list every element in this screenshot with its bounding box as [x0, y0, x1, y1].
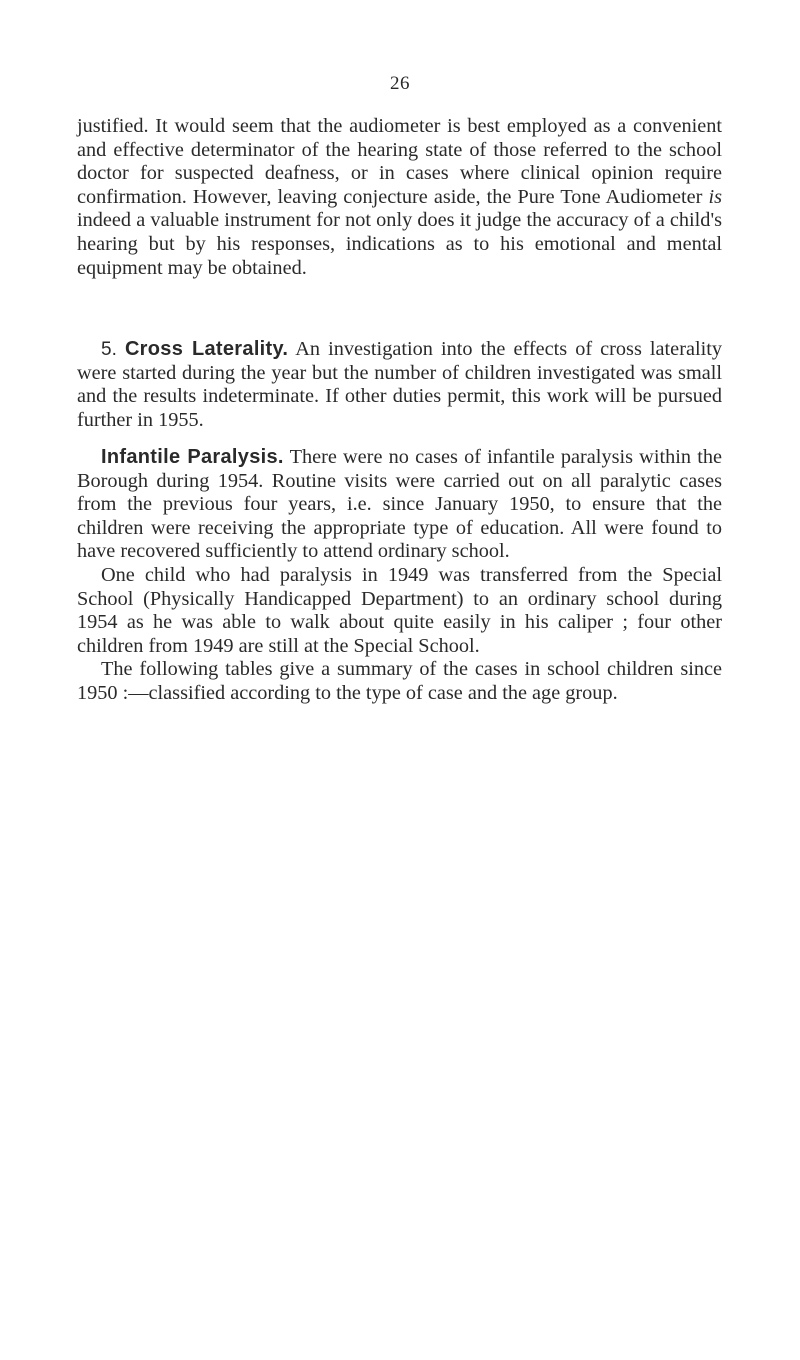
- body-paragraph: [77, 115, 722, 280]
- paragraph-text: indeed a valuable instrument for not only does it judge the accuracy of a child's hearing but by his responses, indications as to his emotional and mental equipment may be obtained.: [77, 209, 722, 279]
- audiometer-paragraph: [77, 115, 722, 280]
- infantile-paralysis-section: [77, 446, 722, 706]
- section-heading: Cross Laterality.: [124, 338, 289, 360]
- paragraph-text: There were no cases of infantile paralysis within the Borough during 1954. Routine visits were carried out on all paralytic cases from the previous four years, i.e. since January 1950, to ensure that the children were receiving the appropriate type of education. All were found to have recovered sufficiently to attend ordinary school.: [77, 446, 722, 563]
- emphasis-text: is: [708, 185, 722, 208]
- paragraph-text: An investigation into the effects of cross laterality were started during the year but the number of children investigated was small and the results indeterminate. If other duties permit, this work will be pursued further in 1955.: [77, 338, 722, 431]
- body-paragraph: The following tables give a summary of the cases in school children since 1950 :—classified according to the type of case and the age group.: [77, 658, 722, 704]
- body-paragraph: One child who had paralysis in 1949 was transferred from the Special School (Physically Handicapped Department) to an ordinary school during 1954 as he was able to walk about quite easily in his caliper ; four other children from 1949 are still at the Special School.: [77, 563, 722, 657]
- body-paragraph: [77, 338, 722, 432]
- cross-laterality-section: [77, 338, 722, 432]
- section-heading: Infantile Paralysis.: [101, 446, 284, 468]
- paragraph-text: justified. It would seem that the audiometer is best employed as a convenient and effective determinator of the hearing state of those referred to the school doctor for suspected deafness, or in cases where clinical opinion require confirmation. However, leaving conjecture aside, the Pure Tone Audiometer: [77, 115, 722, 208]
- body-paragraph: [77, 446, 722, 564]
- section-number: 5.: [101, 339, 117, 360]
- page-number: 26: [390, 73, 410, 94]
